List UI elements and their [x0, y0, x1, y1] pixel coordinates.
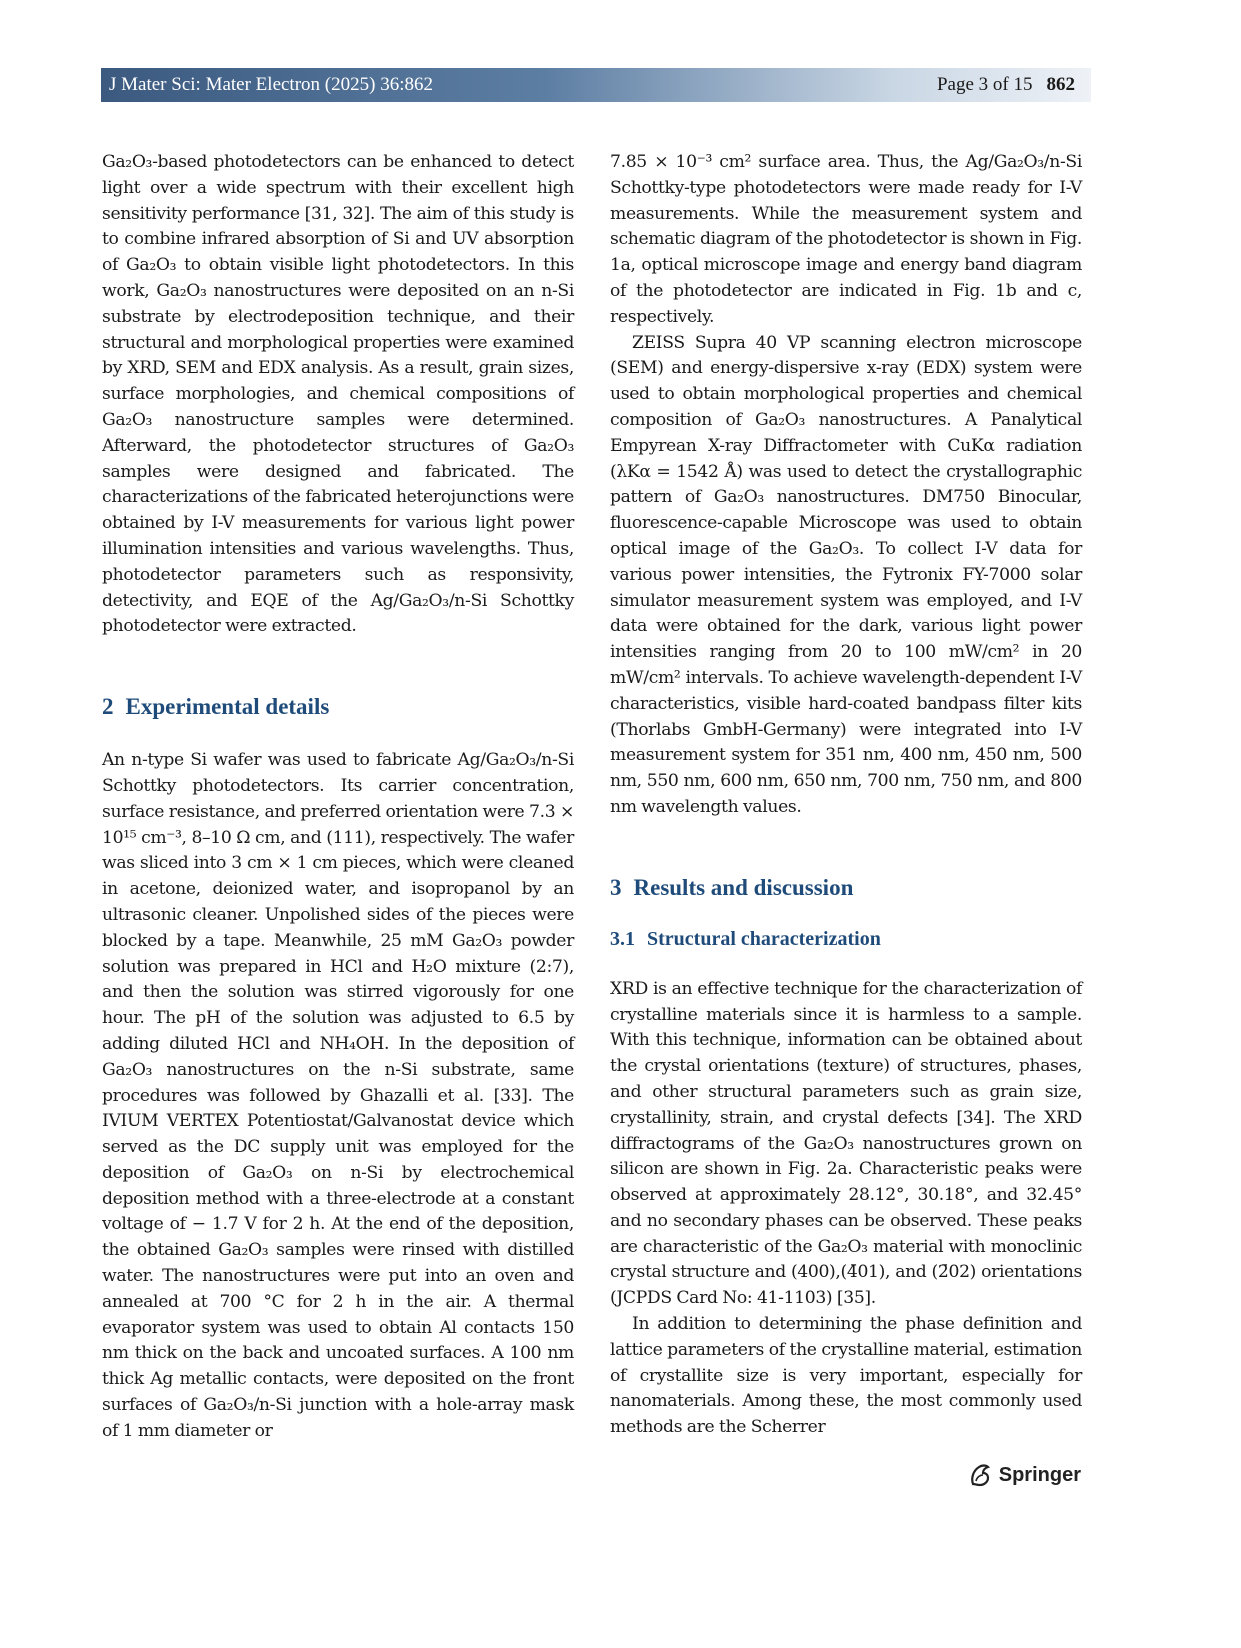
section-number: 3 — [610, 874, 622, 900]
intro-paragraph: Ga₂O₃-based photodetectors can be enhanced to detect light over a wide spectrum with their excellent high sensitivity performance [31, 32]. The aim of this study is to combine infrared absorption of Si and UV absorption of Ga₂O₃ to obtain visible light photodetectors. In this work, Ga₂O₃ nanostructures were deposited on an n-Si substrate by electrodeposition technique, and their structural and morphological properties were examined by XRD, SEM and EDX analysis. As a result, grain sizes, surface morphologies, and chemical compositions of Ga₂O₃ nanostructure samples were determined. Afterward, the photodetector structures of Ga₂O₃ samples were designed and fabricated. The characterizations of the fabricated heterojunctions were obtained by I-V measurements for various light power illumination intensities and various wavelengths. Thus, photodetector parameters such as responsivity, detectivity, and EQE of the Ag/Ga₂O₃/n-Si Schottky photodetector were extracted. — [102, 152, 574, 637]
springer-horse-icon — [967, 1462, 993, 1488]
crystallite-paragraph: In addition to determining the phase definition and lattice parameters of the crystalline material, estimation of crystallite size is very important, especially for nanomaterials. Among these, the most commonly used methods are the Scherrer — [610, 1314, 1082, 1438]
page-label: Page 3 of 15 — [936, 74, 1033, 95]
section-title: Results and discussion — [633, 874, 854, 900]
instruments-paragraph: ZEISS Supra 40 VP scanning electron microscope (SEM) and energy-dispersive x-ray (EDX) system were used to obtain morphological properties and chemical composition of Ga₂O₃ nanostructures. A Panalytical Empyrean X-ray Diffractometer with CuKα radiation (λKα = 1542 Å) was used to detect the crystallographic pattern of Ga₂O₃ nanostructures. DM750 Binocular, fluorescence-capable Microscope was used to obtain optical image of the Ga₂O₃. To collect I-V data for various power intensities, the Fytronix FY-7000 solar simulator measurement system was employed, and I-V data were obtained for the dark, various light power intensities ranging from 20 to 100 mW/cm² in 20 mW/cm² intervals. To achieve wavelength-dependent I-V characteristics, visible hard-coated bandpass filter kits (Thorlabs GmbH-Germany) were integrated into I-V measurement system for 351 nm, 400 nm, 450 nm, 500 nm, 550 nm, 600 nm, 650 nm, 700 nm, 750 nm, and 800 nm wavelength values. — [610, 332, 1082, 817]
left-column — [102, 150, 574, 1445]
section-title: Experimental details — [125, 694, 330, 720]
xrd-paragraph: XRD is an effective technique for the characterization of crystalline materials since it is harmless to a sample. With this technique, information can be obtained about the crystal orientations (texture) of structures, phases, and other structural parameters such as grain size, crystallinity, strain, and crystal defects [34]. The XRD diffractograms of the Ga₂O₃ nanostructures grown on silicon are shown in Fig. 2a. Characteristic peaks were observed at approximately 28.12°, 30.18°, and 32.45° and no secondary phases can be observed. These peaks are characteristic of the Ga₂O₃ material with monoclinic crystal structure and (400),(4̄01), and (2̄02) orientations (JCPDS Card No: 41-1103) [35]. — [610, 978, 1082, 1309]
experimental-paragraph: An n-type Si wafer was used to fabricate Ag/Ga₂O₃/n-Si Schottky photodetectors. Its carrier concentration, surface resistance, and preferred orientation were 7.3 × 10¹⁵ cm⁻³, 8–10 Ω cm, and (111), respectively. The wafer was sliced into 3 cm × 1 cm pieces, which were cleaned in acetone, deionized water, and isopropanol by an ultrasonic cleaner. Unpolished sides of the pieces were blocked by a tape. Meanwhile, 25 mM Ga₂O₃ powder solution was prepared in HCl and H₂O mixture (2:7), and then the solution was stirred vigorously for one hour. The pH of the solution was adjusted to 6.5 by adding diluted HCl and NH₄OH. In the deposition of Ga₂O₃ nanostructures on the n-Si substrate, same procedures was followed by Ghazalli et al. [33]. The IVIUM VERTEX Potentiostat/Galvanostat device which served as the DC supply unit was employed for the deposition of Ga₂O₃ on n-Si by electrochemical deposition method with a three-electrode at a constant voltage of − 1.7 V for 2 h. At the end of the deposition, the obtained Ga₂O₃ samples were rinsed with distilled water. The nanostructures were put into an oven and annealed at 700 °C for 2 h in the air. A thermal evaporator system was used to obtain Al contacts 150 nm thick on the back and uncoated surfaces. A 100 nm thick Ag metallic contacts, were deposited on the front surfaces of Ga₂O₃/n-Si junction with a hole-array mask of 1 mm diameter or — [102, 750, 574, 1441]
surface-area-paragraph: 7.85 × 10⁻³ cm² surface area. Thus, the Ag/Ga₂O₃/n-Si Schottky-type photodetectors were made ready for I-V measurements. While the measurement system and schematic diagram of the photodetector is shown in Fig. 1a, optical microscope image and energy band diagram of the photodetector are indicated in Fig. 1b and c, respectively. — [610, 152, 1082, 327]
journal-citation: J Mater Sci: Mater Electron (2025) 36:862 — [109, 74, 433, 95]
subsection-number: 3.1 — [610, 927, 635, 950]
subsection-title: Structural characterization — [647, 927, 881, 950]
running-header — [101, 68, 1091, 102]
publisher-logo — [967, 1462, 1081, 1488]
article-number: 862 — [1046, 74, 1075, 95]
section-3-1-heading — [610, 925, 1082, 953]
section-2-heading — [102, 692, 574, 722]
section-number: 2 — [102, 694, 114, 720]
section-3-heading — [610, 873, 1082, 903]
page-indicator — [937, 74, 1075, 96]
publisher-name: Springer — [998, 1463, 1081, 1486]
right-column — [610, 150, 1082, 1441]
